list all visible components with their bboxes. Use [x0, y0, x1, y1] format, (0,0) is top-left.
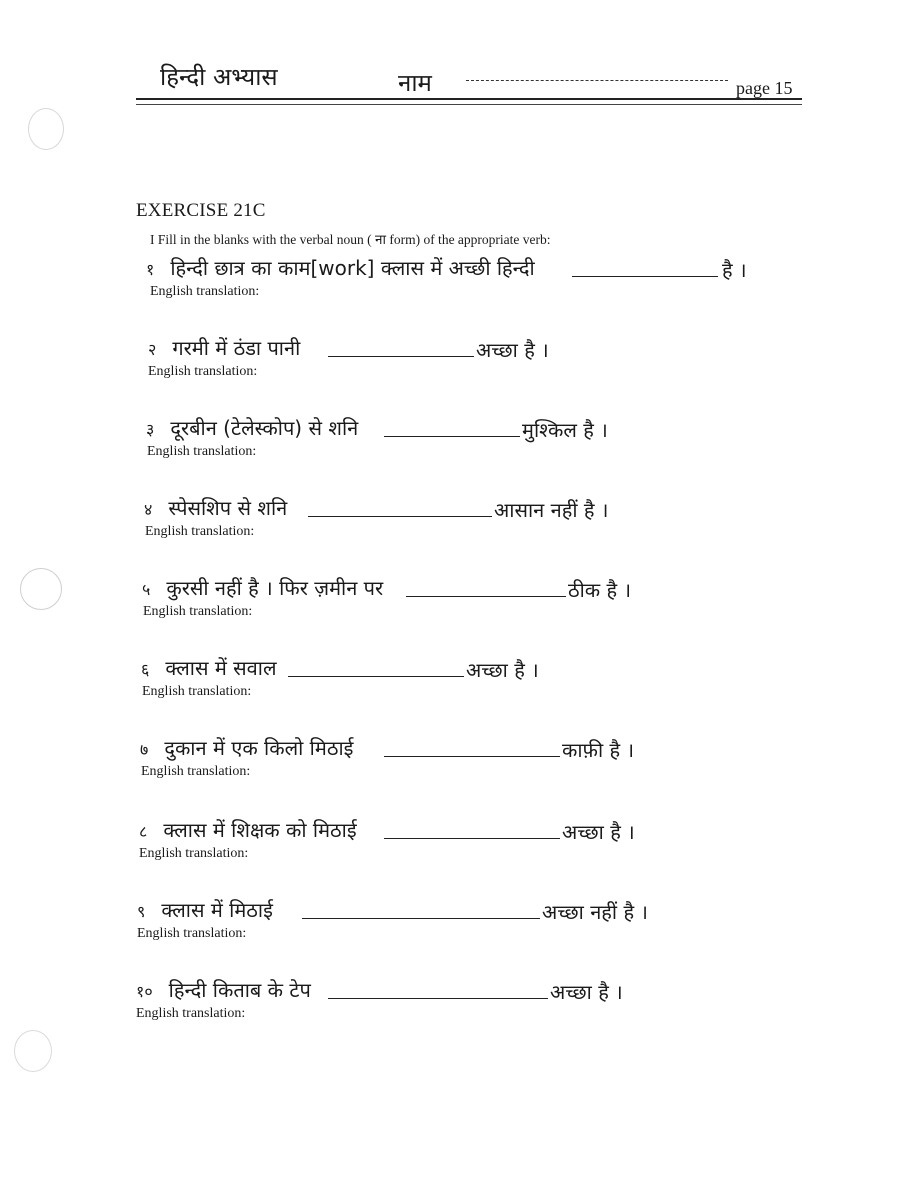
question-text: हिन्दी किताब के टेप: [168, 978, 311, 1002]
question-10: [0, 976, 918, 1036]
question-3: [0, 414, 918, 474]
answer-blank[interactable]: [572, 276, 718, 277]
question-ending: काफ़ी है ।: [562, 738, 635, 762]
question-7: [0, 734, 918, 794]
question-text: गरमी में ठंडा पानी: [172, 336, 301, 360]
question-text: क्लास में सवाल: [165, 656, 277, 680]
question-ending: अच्छा नहीं है ।: [542, 900, 649, 924]
translation-label: English translation:: [147, 444, 257, 459]
question-ending: ठीक है ।: [568, 578, 632, 602]
exercise-title: EXERCISE 21C: [136, 200, 266, 221]
answer-blank[interactable]: [288, 676, 464, 677]
question-text: क्लास में शिक्षक को मिठाई: [163, 818, 357, 842]
answer-blank[interactable]: [406, 596, 566, 597]
header-rule: [136, 98, 802, 100]
question-text: दूरबीन (टेलेस्कोप) से शनि: [170, 416, 359, 440]
question-1: [0, 254, 918, 314]
question-number: ९: [137, 902, 146, 921]
translation-label: English translation:: [143, 604, 253, 619]
translation-label: English translation:: [145, 524, 255, 539]
header-rule-thin: [136, 104, 802, 105]
exercise-instruction: I Fill in the blanks with the verbal noun ( ना form) of the appropriate verb:: [150, 232, 551, 247]
answer-blank[interactable]: [384, 436, 520, 437]
question-text: दुकान में एक किलो मिठाई: [164, 736, 354, 760]
question-ending: अच्छा है ।: [476, 338, 549, 362]
question-ending: अच्छा है ।: [550, 980, 623, 1004]
question-text: कुरसी नहीं है । फिर ज़मीन पर: [166, 576, 384, 600]
question-ending: मुश्किल है ।: [522, 418, 608, 442]
translation-label: English translation:: [148, 364, 258, 379]
translation-label: English translation:: [139, 846, 249, 861]
question-number: १०: [136, 982, 153, 1001]
translation-label: English translation:: [142, 684, 252, 699]
name-label: नाम: [398, 69, 432, 97]
answer-blank[interactable]: [384, 838, 560, 839]
translation-label: English translation:: [137, 926, 247, 941]
question-2: [0, 334, 918, 394]
name-field-line[interactable]: [466, 80, 728, 81]
question-number: ६: [141, 660, 150, 679]
page-number: page 15: [736, 78, 793, 98]
question-4: [0, 494, 918, 554]
question-number: ४: [144, 500, 153, 519]
answer-blank[interactable]: [328, 356, 474, 357]
question-ending: आसान नहीं है ।: [494, 498, 609, 522]
question-ending: अच्छा है ।: [562, 820, 635, 844]
binder-hole-top: [28, 108, 64, 150]
question-text: स्पेसशिप से शनि: [168, 496, 288, 520]
binder-hole-bottom: [14, 1030, 52, 1072]
question-ending: है ।: [722, 258, 747, 282]
answer-blank[interactable]: [308, 516, 492, 517]
translation-label: English translation:: [136, 1006, 246, 1021]
question-ending: अच्छा है ।: [466, 658, 539, 682]
question-text: क्लास में मिठाई: [161, 898, 273, 922]
answer-blank[interactable]: [384, 756, 560, 757]
question-number: ५: [142, 580, 151, 599]
question-6: [0, 654, 918, 714]
question-text: हिन्दी छात्र का काम[work] क्लास में अच्छी हिन्दी: [170, 256, 535, 280]
question-8: [0, 816, 918, 876]
translation-label: English translation:: [141, 764, 251, 779]
question-number: २: [148, 340, 157, 359]
question-number: ८: [139, 822, 148, 841]
question-5: [0, 574, 918, 634]
question-number: १: [146, 260, 155, 279]
answer-blank[interactable]: [328, 998, 548, 999]
answer-blank[interactable]: [302, 918, 540, 919]
question-number: ७: [140, 740, 149, 759]
translation-label: English translation:: [150, 284, 260, 299]
worksheet-title: हिन्दी अभ्यास: [160, 63, 278, 91]
question-9: [0, 896, 918, 956]
question-number: ३: [146, 420, 155, 439]
